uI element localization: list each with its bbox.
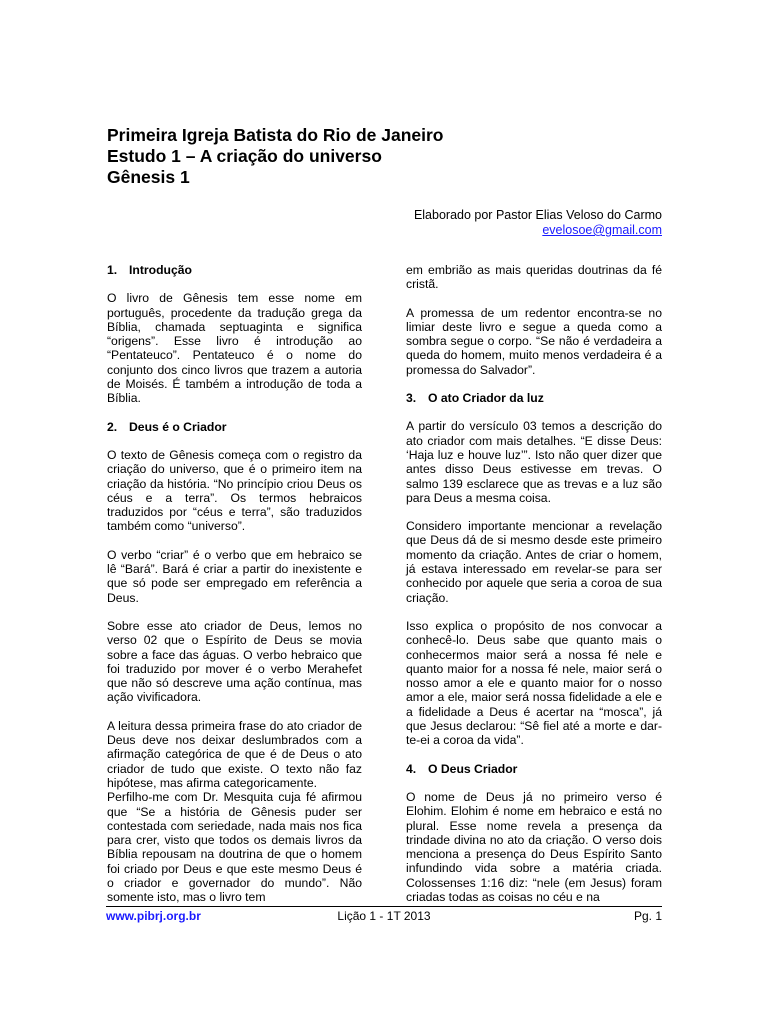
paragraph: Considero importante mencionar a revelação que Deus dá de si mesmo desde este primeiro momento da criação. Antes de criar o homem, já estava interessado em revelar-se para ser conhecido por aquele que seria a coroa de sua criação. xyxy=(406,519,662,605)
title-book: Gênesis 1 xyxy=(107,167,190,187)
section-title: O ato Criador da luz xyxy=(428,391,544,406)
left-column xyxy=(107,263,362,905)
right-column xyxy=(406,263,662,904)
section-number: 3. xyxy=(406,391,417,406)
section-heading-introducao xyxy=(107,263,362,277)
paragraph: Isso explica o propósito de nos convocar a conhecê-lo. Deus sabe que quanto mais o conhecermos maior será a nossa fé nele e quanto maior for a nossa fé nele, maior será o nosso amor a ele e quanto maior for o nosso amor a ele, maior será nossa fidelidade a ele e a fidelidade a Deus é acertar na “mosca”, já que Jesus declarou: “Sê fiel até a morte e dar-te-ei a coroa da vida”. xyxy=(406,618,662,748)
title-study: Estudo 1 – A criação do universo xyxy=(107,146,382,166)
footer-divider xyxy=(106,906,662,907)
section-heading-deus-criador-nome xyxy=(406,762,662,776)
paragraph: Perfilho-me com Dr. Mesquita cuja fé afirmou que “Se a história de Gênesis puder ser contestada com seriedade, nada mais nos fica para crer, visto que todos os demais livros da Bíblia repousam na doutrina de que o homem foi criado por Deus e que este mesmo Deus é o criador e governador do mundo”. Não somente isto, mas o livro tem xyxy=(107,790,362,905)
section-number: 2. xyxy=(107,419,118,434)
section-title: Deus é o Criador xyxy=(129,419,227,434)
author-block xyxy=(414,208,662,238)
section-number: 1. xyxy=(107,263,118,277)
footer-page-number: Pg. 1 xyxy=(633,909,662,923)
email-link[interactable]: evelosoe@gmail.com xyxy=(542,223,662,237)
section-heading-ato-criador-luz xyxy=(406,391,662,405)
paragraph: A promessa de um redentor encontra-se no limiar deste livro e segue a queda como a sombra segue o corpo. “Se não é verdadeira a queda do homem, muito menos verdadeira é a promessa do Salvador”. xyxy=(406,305,662,377)
section-title: O Deus Criador xyxy=(428,761,518,776)
paragraph: Sobre esse ato criador de Deus, lemos no verso 02 que o Espírito de Deus se movia sobre a face das águas. O verbo hebraico que foi traduzido por mover é o verbo Merahefet que não só descreve uma ação contínua, mas ação vivificadora. xyxy=(107,618,362,705)
section-title: Introdução xyxy=(129,263,192,277)
paragraph: em embrião as mais queridas doutrinas da fé cristã. xyxy=(406,263,662,292)
author-line: Elaborado por Pastor Elias Veloso do Carmo xyxy=(413,208,662,222)
paragraph: A partir do versículo 03 temos a descrição do ato criador com mais detalhes. “E disse Deus: ‘Haja luz e houve luz’”. Isto não quer dizer que antes disso Deus estivesse em trevas. O salmo 139 esclarece que as trevas e a luz são para Deus a mesma coisa. xyxy=(406,419,662,505)
paragraph: O livro de Gênesis tem esse nome em português, procedente da tradução grega da Bíblia, chamada septuaginta e significa “origens”. Esse livro é introdução ao “Pentateuco”. Pentateuco é o nome do conjunto dos cinco livros que trazem a autoria de Moisés. É também a introdução de toda a Bíblia. xyxy=(107,291,362,406)
title-church: Primeira Igreja Batista do Rio de Janeiro xyxy=(107,125,444,145)
section-number: 4. xyxy=(406,761,417,776)
section-heading-deus-criador xyxy=(107,420,362,434)
title-block xyxy=(107,125,667,188)
page-footer xyxy=(106,909,662,925)
footer-lesson: Lição 1 - 1T 2013 xyxy=(337,909,431,923)
paragraph: O texto de Gênesis começa com o registro da criação do universo, que é o primeiro item na criação da história. “No princípio criou Deus os céus e a terra”. Os termos hebraicos traduzidos por “céus e terra”, são traduzidos também como “universo”. xyxy=(107,447,362,534)
paragraph: O nome de Deus já no primeiro verso é Elohim. Elohim é nome em hebraico e está no plural. Esse nome revela a presença da trindade divina no ato da criação. O verso dois menciona a presença do Deus Espírito Santo infundindo vida sobre a matéria criada. Colossenses 1:16 diz: “nele (em Jesus) foram criadas todas as coisas no céu e na xyxy=(406,789,662,904)
paragraph: O verbo “criar” é o verbo que em hebraico se lê “Bará”. Bará é criar a partir do inexistente e que só pode ser empregado em referência a Deus. xyxy=(107,547,362,605)
footer-site-link[interactable]: www.pibrj.org.br xyxy=(106,909,201,923)
paragraph: A leitura dessa primeira frase do ato criador de Deus deve nos deixar deslumbrados com a afirmação categórica de que é de Deus o ato criador de tudo que existe. O texto não faz hipótese, mas afirma categoricamente. xyxy=(107,718,362,790)
